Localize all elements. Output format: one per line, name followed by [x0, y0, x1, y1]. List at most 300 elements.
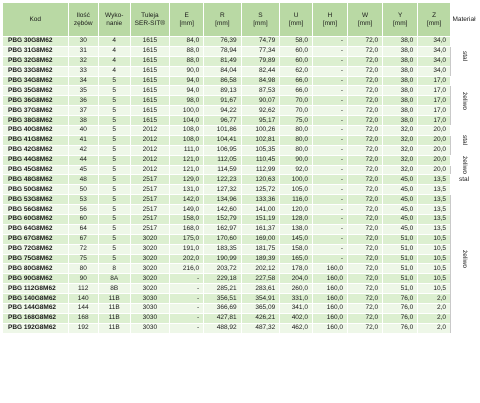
table-cell: 32,0: [383, 126, 418, 136]
product-code-cell: PBG 36G8M62: [3, 96, 69, 106]
table-cell: -: [312, 215, 347, 225]
table-cell: 1615: [130, 116, 170, 126]
table-cell: 341,0: [280, 304, 313, 314]
table-cell: 67: [68, 234, 98, 244]
table-row: [3, 323, 478, 333]
table-cell: 10,5: [418, 254, 451, 264]
table-cell: 160,0: [312, 284, 347, 294]
table-cell: -: [312, 155, 347, 165]
column-header-line: [mm]: [357, 19, 373, 27]
table-cell: 149,0: [170, 205, 204, 215]
table-cell: 40: [68, 126, 98, 136]
table-row: [3, 126, 478, 136]
table-cell: 5: [98, 145, 130, 155]
table-cell: 94,0: [170, 86, 204, 96]
table-cell: -: [170, 294, 204, 304]
table-cell: 32,0: [383, 165, 418, 175]
table-cell: 191,0: [170, 244, 204, 254]
product-code-cell: PBG 192G8M62: [3, 323, 69, 333]
table-cell: 5: [98, 215, 130, 225]
product-code-cell: PBG 44G8M62: [3, 155, 69, 165]
table-cell: -: [312, 37, 347, 47]
column-header-line: E: [184, 11, 189, 19]
table-cell: 192: [68, 323, 98, 333]
table-cell: 5: [98, 116, 130, 126]
table-cell: 114,59: [204, 165, 241, 175]
table-row: [3, 205, 478, 215]
table-cell: 51,0: [383, 234, 418, 244]
table-row: [3, 304, 478, 314]
table-cell: 129,0: [170, 175, 204, 185]
column-header-line: Wyko-: [105, 11, 124, 19]
table-cell: 17,0: [418, 96, 451, 106]
table-cell: 17,0: [418, 106, 451, 116]
table-cell: -: [312, 96, 347, 106]
product-code-cell: PBG 75G8M62: [3, 254, 69, 264]
product-code-cell: PBG 40G8M62: [3, 126, 69, 136]
product-code-cell: PBG 41G8M62: [3, 135, 69, 145]
table-cell: 178,0: [280, 264, 313, 274]
table-cell: 175,0: [170, 234, 204, 244]
table-cell: 121,0: [170, 165, 204, 175]
table-cell: 38,0: [383, 56, 418, 66]
table-header: [3, 3, 478, 37]
product-code-cell: PBG 168G8M62: [3, 313, 69, 323]
table-cell: 160,0: [312, 264, 347, 274]
table-cell: -: [312, 86, 347, 96]
table-cell: 72,0: [348, 116, 383, 126]
table-cell: 44: [68, 155, 98, 165]
material-cell: [451, 126, 478, 156]
table-cell: 92,62: [241, 106, 280, 116]
table-cell: 229,18: [204, 274, 241, 284]
table-cell: 30: [68, 37, 98, 47]
table-cell: 260,0: [280, 284, 313, 294]
table-cell: 5: [98, 175, 130, 185]
table-cell: 2517: [130, 205, 170, 215]
table-cell: 8A: [98, 274, 130, 284]
table-cell: 122,23: [204, 175, 241, 185]
table-cell: 51,0: [383, 284, 418, 294]
table-cell: 101,86: [204, 126, 241, 136]
column-header-y: [383, 3, 418, 37]
table-cell: 72,0: [348, 66, 383, 76]
product-code-cell: PBG 140G8M62: [3, 294, 69, 304]
table-cell: 72,0: [348, 175, 383, 185]
table-cell: 75,0: [280, 116, 313, 126]
table-cell: 1615: [130, 37, 170, 47]
material-cell: [451, 76, 478, 125]
table-row: [3, 195, 478, 205]
table-cell: 13,5: [418, 175, 451, 185]
table-cell: 183,35: [204, 244, 241, 254]
table-cell: 72,0: [348, 244, 383, 254]
table-cell: 3030: [130, 323, 170, 333]
table-cell: -: [312, 205, 347, 215]
table-cell: 285,21: [204, 284, 241, 294]
column-header-z: [418, 3, 451, 37]
table-cell: 91,67: [204, 96, 241, 106]
table-cell: 1615: [130, 66, 170, 76]
table-cell: 5: [98, 234, 130, 244]
table-cell: 2012: [130, 135, 170, 145]
table-cell: 4: [98, 56, 130, 66]
table-cell: 75: [68, 254, 98, 264]
table-cell: 72,0: [348, 96, 383, 106]
table-cell: 92,0: [280, 165, 313, 175]
product-code-cell: PBG 112G8M62: [3, 284, 69, 294]
column-header-line: nanie: [106, 19, 123, 27]
table-cell: 51,0: [383, 264, 418, 274]
material-cell: [451, 155, 478, 175]
table-cell: 2517: [130, 175, 170, 185]
table-cell: 4: [98, 37, 130, 47]
table-cell: 72,0: [348, 215, 383, 225]
table-cell: 8: [98, 264, 130, 274]
table-cell: 165,0: [280, 254, 313, 264]
product-code-cell: PBG 37G8M62: [3, 106, 69, 116]
table-cell: 11B: [98, 304, 130, 314]
table-cell: 202,0: [170, 254, 204, 264]
material-label: żeliwo: [461, 156, 468, 175]
material-label: stal: [461, 51, 468, 62]
table-cell: 76,0: [383, 313, 418, 323]
product-code-cell: PBG 48G8M62: [3, 175, 69, 185]
table-cell: 2012: [130, 145, 170, 155]
product-code-cell: PBG 32G8M62: [3, 56, 69, 66]
table-cell: 84,04: [204, 66, 241, 76]
table-cell: 20,0: [418, 165, 451, 175]
table-cell: 34,0: [418, 46, 451, 56]
table-cell: 95,17: [241, 116, 280, 126]
table-cell: 2517: [130, 185, 170, 195]
product-code-cell: PBG 35G8M62: [3, 86, 69, 96]
table-cell: 79,89: [241, 56, 280, 66]
table-cell: 120,0: [280, 205, 313, 215]
table-cell: 2,0: [418, 294, 451, 304]
table-cell: 356,51: [204, 294, 241, 304]
table-cell: -: [312, 165, 347, 175]
table-cell: 1615: [130, 76, 170, 86]
table-cell: 60,0: [280, 56, 313, 66]
table-cell: 86,58: [204, 76, 241, 86]
table-row: [3, 66, 478, 76]
table-row: [3, 215, 478, 225]
table-cell: 56: [68, 205, 98, 215]
table-row: [3, 86, 478, 96]
table-cell: 331,0: [280, 294, 313, 304]
column-header-material: [451, 3, 478, 37]
product-code-cell: PBG 67G8M62: [3, 234, 69, 244]
table-cell: 51,0: [383, 244, 418, 254]
product-code-cell: PBG 80G8M62: [3, 264, 69, 274]
product-code-cell: PBG 33G8M62: [3, 66, 69, 76]
column-header-r: [204, 3, 241, 37]
table-cell: 160,0: [312, 294, 347, 304]
table-row: [3, 294, 478, 304]
column-header-line: Z: [432, 11, 437, 19]
table-cell: 204,0: [280, 274, 313, 284]
table-cell: 38,0: [383, 86, 418, 96]
table-cell: 20,0: [418, 155, 451, 165]
table-cell: 72,0: [348, 46, 383, 56]
table-cell: 2517: [130, 215, 170, 225]
table-cell: 78,94: [204, 46, 241, 56]
table-cell: -: [312, 76, 347, 86]
table-cell: 2517: [130, 224, 170, 234]
table-cell: 125,72: [241, 185, 280, 195]
column-header-line: [mm]: [322, 19, 338, 27]
table-cell: 1615: [130, 106, 170, 116]
table-cell: -: [170, 313, 204, 323]
table-cell: 158,0: [170, 215, 204, 225]
table-cell: 190,99: [204, 254, 241, 264]
material-label: stal: [458, 175, 470, 183]
table-cell: 13,5: [418, 215, 451, 225]
product-code-cell: PBG 64G8M62: [3, 224, 69, 234]
table-cell: 426,21: [241, 313, 280, 323]
table-cell: 10,5: [418, 234, 451, 244]
table-cell: 42: [68, 145, 98, 155]
table-cell: 3020: [130, 264, 170, 274]
table-cell: 5: [98, 224, 130, 234]
column-header-line: Y: [398, 11, 403, 19]
table-cell: 366,69: [204, 304, 241, 314]
table-cell: 487,32: [241, 323, 280, 333]
column-header-line: [mm]: [215, 19, 230, 27]
table-cell: 4: [98, 66, 130, 76]
table-cell: 5: [98, 76, 130, 86]
table-cell: 72,0: [348, 195, 383, 205]
table-cell: 168: [68, 313, 98, 323]
table-cell: 168,0: [170, 224, 204, 234]
product-code-cell: PBG 45G8M62: [3, 165, 69, 175]
table-cell: 60: [68, 215, 98, 225]
product-code-cell: PBG 50G8M62: [3, 185, 69, 195]
table-cell: 72,0: [348, 135, 383, 145]
table-cell: 402,0: [280, 313, 313, 323]
table-cell: 5: [98, 106, 130, 116]
table-cell: 5: [98, 155, 130, 165]
table-cell: 13,5: [418, 195, 451, 205]
table-cell: 31: [68, 46, 98, 56]
table-cell: 70,0: [280, 96, 313, 106]
column-header-s: [241, 3, 280, 37]
table-cell: 38: [68, 116, 98, 126]
table-cell: 45,0: [383, 175, 418, 185]
table-cell: -: [312, 175, 347, 185]
table-cell: 11B: [98, 313, 130, 323]
table-cell: 181,75: [241, 244, 280, 254]
column-header-h: [312, 3, 347, 37]
table-cell: 20,0: [418, 145, 451, 155]
table-cell: 2,0: [418, 323, 451, 333]
table-row: [3, 37, 478, 47]
table-cell: 66,0: [280, 86, 313, 96]
table-cell: 72,0: [348, 304, 383, 314]
table-cell: 17,0: [418, 116, 451, 126]
table-row: [3, 254, 478, 264]
table-cell: 17,0: [418, 76, 451, 86]
table-cell: 203,72: [204, 264, 241, 274]
table-cell: 116,0: [280, 195, 313, 205]
table-cell: 140: [68, 294, 98, 304]
table-row: [3, 106, 478, 116]
table-cell: 365,09: [241, 304, 280, 314]
table-cell: 5: [98, 165, 130, 175]
table-cell: 72,0: [348, 37, 383, 47]
column-header-line: [mm]: [426, 19, 442, 27]
table-cell: -: [312, 56, 347, 66]
product-code-cell: PBG 72G8M62: [3, 244, 69, 254]
table-cell: 138,0: [280, 224, 313, 234]
table-cell: 105,35: [241, 145, 280, 155]
table-cell: 3030: [130, 294, 170, 304]
column-header-u: [280, 3, 313, 37]
column-header-tuleja: [130, 3, 170, 37]
column-header-line: zębów: [73, 19, 93, 27]
table-cell: 3020: [130, 244, 170, 254]
table-row: [3, 284, 478, 294]
table-cell: 80,0: [280, 135, 313, 145]
table-cell: 80,0: [280, 145, 313, 155]
table-cell: 41: [68, 135, 98, 145]
table-row: [3, 224, 478, 234]
table-row: [3, 175, 478, 185]
table-cell: 87,53: [241, 86, 280, 96]
product-code-cell: PBG 34G8M62: [3, 76, 69, 86]
table-cell: 106,95: [204, 145, 241, 155]
table-cell: 5: [98, 86, 130, 96]
table-cell: 72,0: [348, 264, 383, 274]
table-cell: 32: [68, 56, 98, 66]
material-cell: [451, 185, 478, 333]
table-cell: 76,0: [383, 323, 418, 333]
table-cell: 72,0: [348, 224, 383, 234]
table-cell: 72,0: [348, 323, 383, 333]
material-label: stal: [461, 135, 468, 146]
table-cell: 10,5: [418, 284, 451, 294]
table-cell: 51,0: [383, 254, 418, 264]
table-cell: 66,0: [280, 76, 313, 86]
column-header-line: Tuleja: [141, 11, 159, 19]
table-cell: 5: [98, 244, 130, 254]
table-cell: 1615: [130, 46, 170, 56]
table-cell: 105,0: [280, 185, 313, 195]
column-header-w: [348, 3, 383, 37]
table-cell: 1615: [130, 56, 170, 66]
table-cell: 89,13: [204, 86, 241, 96]
table-cell: 45,0: [383, 215, 418, 225]
column-header-line: [mm]: [179, 19, 194, 27]
table-body: [3, 37, 478, 334]
table-cell: 100,26: [241, 126, 280, 136]
table-cell: 189,39: [241, 254, 280, 264]
table-cell: 72,0: [348, 284, 383, 294]
table-cell: 72,0: [348, 86, 383, 96]
table-cell: 72,0: [348, 155, 383, 165]
table-cell: 20,0: [418, 135, 451, 145]
table-cell: 488,92: [204, 323, 241, 333]
table-cell: 161,37: [241, 224, 280, 234]
table-cell: 128,0: [280, 215, 313, 225]
table-cell: 108,0: [170, 126, 204, 136]
column-header-line: [mm]: [392, 19, 408, 27]
table-cell: 45,0: [383, 195, 418, 205]
table-cell: 88,0: [170, 56, 204, 66]
table-cell: 162,97: [204, 224, 241, 234]
material-cell: [451, 37, 478, 77]
table-cell: 34,0: [418, 56, 451, 66]
table-cell: 1615: [130, 96, 170, 106]
table-cell: 37: [68, 106, 98, 116]
table-cell: 72,0: [348, 313, 383, 323]
table-cell: 127,32: [204, 185, 241, 195]
product-code-cell: PBG 144G8M62: [3, 304, 69, 314]
column-header-ilosc-zebow: [68, 3, 98, 37]
table-cell: 76,0: [383, 304, 418, 314]
table-cell: -: [312, 135, 347, 145]
table-cell: 77,34: [241, 46, 280, 56]
table-cell: 158,0: [280, 244, 313, 254]
product-code-cell: PBG 53G8M62: [3, 195, 69, 205]
table-cell: 216,0: [170, 264, 204, 274]
table-cell: 354,91: [241, 294, 280, 304]
table-cell: 72,0: [348, 56, 383, 66]
table-cell: 76,39: [204, 37, 241, 47]
table-cell: 100,0: [280, 175, 313, 185]
table-cell: 13,5: [418, 224, 451, 234]
table-cell: 74,79: [241, 37, 280, 47]
column-header-line: U: [293, 11, 299, 19]
table-row: [3, 116, 478, 126]
table-cell: 34,0: [418, 66, 451, 76]
table-cell: 5: [98, 205, 130, 215]
table-cell: 5: [98, 185, 130, 195]
table-row: [3, 96, 478, 106]
product-code-cell: PBG 56G8M62: [3, 205, 69, 215]
table-cell: 32,0: [383, 145, 418, 155]
table-cell: 2012: [130, 165, 170, 175]
column-header-line: SER-SIT®: [134, 19, 166, 27]
table-cell: 72,0: [348, 254, 383, 264]
table-cell: -: [312, 116, 347, 126]
table-cell: -: [312, 244, 347, 254]
table-cell: 142,60: [204, 205, 241, 215]
column-header-line: R: [220, 11, 225, 19]
table-cell: 111,0: [170, 145, 204, 155]
table-row: [3, 76, 478, 86]
table-cell: 3030: [130, 304, 170, 314]
table-cell: 11B: [98, 294, 130, 304]
table-cell: 84,0: [170, 37, 204, 47]
table-cell: 82,44: [241, 66, 280, 76]
product-code-cell: PBG 90G8M62: [3, 274, 69, 284]
column-header-line: W: [362, 11, 369, 19]
table-cell: 10,5: [418, 244, 451, 254]
table-cell: -: [312, 66, 347, 76]
table-cell: 72,0: [348, 274, 383, 284]
table-row: [3, 155, 478, 165]
material-cell: [451, 175, 478, 185]
table-cell: 38,0: [383, 46, 418, 56]
table-cell: 1615: [130, 86, 170, 96]
table-cell: 102,81: [241, 135, 280, 145]
table-cell: 104,41: [204, 135, 241, 145]
table-cell: 81,49: [204, 56, 241, 66]
column-header-wykonanie: [98, 3, 130, 37]
table-cell: 72,0: [348, 126, 383, 136]
